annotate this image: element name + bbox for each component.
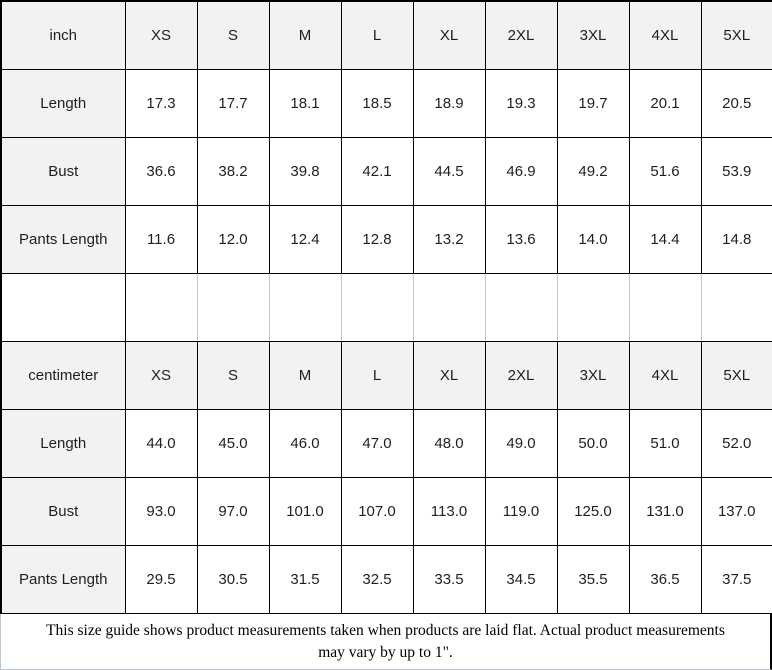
size-header-cell: XS — [125, 1, 197, 70]
spacer-cell — [197, 274, 269, 342]
inch-length-row — [1, 70, 772, 138]
size-header-cell: M — [269, 342, 341, 410]
row-label-cell: Length — [1, 410, 125, 478]
note-line-2: may vary by up to 1". — [318, 644, 453, 661]
note-line-1: This size guide shows product measurements taken when products are laid flat. Actual product measurements — [46, 622, 725, 639]
value-cell: 113.0 — [413, 478, 485, 546]
value-cell: 44.0 — [125, 410, 197, 478]
size-header-cell: M — [269, 1, 341, 70]
size-header-cell: L — [341, 342, 413, 410]
value-cell: 46.0 — [269, 410, 341, 478]
value-cell: 19.7 — [557, 70, 629, 138]
spacer-cell — [341, 274, 413, 342]
value-cell: 44.5 — [413, 138, 485, 206]
value-cell: 46.9 — [485, 138, 557, 206]
size-header-cell: L — [341, 1, 413, 70]
value-cell: 52.0 — [701, 410, 772, 478]
value-cell: 12.8 — [341, 206, 413, 274]
size-header-cell: 2XL — [485, 1, 557, 70]
value-cell: 53.9 — [701, 138, 772, 206]
value-cell: 37.5 — [701, 546, 772, 614]
value-cell: 31.5 — [269, 546, 341, 614]
value-cell: 12.4 — [269, 206, 341, 274]
value-cell: 17.7 — [197, 70, 269, 138]
cm-bust-row — [1, 478, 772, 546]
size-header-cell: 4XL — [629, 1, 701, 70]
size-header-cell: 2XL — [485, 342, 557, 410]
spacer-row — [1, 274, 772, 342]
cm-pants-length-row — [1, 546, 772, 614]
value-cell: 35.5 — [557, 546, 629, 614]
spacer-cell — [413, 274, 485, 342]
value-cell: 93.0 — [125, 478, 197, 546]
value-cell: 51.0 — [629, 410, 701, 478]
value-cell: 137.0 — [701, 478, 772, 546]
value-cell: 34.5 — [485, 546, 557, 614]
cm-length-row — [1, 410, 772, 478]
value-cell: 107.0 — [341, 478, 413, 546]
value-cell: 49.2 — [557, 138, 629, 206]
spacer-cell — [269, 274, 341, 342]
spacer-cell — [557, 274, 629, 342]
value-cell: 51.6 — [629, 138, 701, 206]
row-label-cell: Bust — [1, 138, 125, 206]
value-cell: 47.0 — [341, 410, 413, 478]
value-cell: 20.5 — [701, 70, 772, 138]
size-guide-note — [0, 614, 772, 670]
spacer-cell — [701, 274, 772, 342]
value-cell: 17.3 — [125, 70, 197, 138]
size-header-cell: 4XL — [629, 342, 701, 410]
value-cell: 48.0 — [413, 410, 485, 478]
size-header-cell: S — [197, 1, 269, 70]
value-cell: 13.2 — [413, 206, 485, 274]
value-cell: 36.5 — [629, 546, 701, 614]
inch-pants-length-row — [1, 206, 772, 274]
value-cell: 13.6 — [485, 206, 557, 274]
size-header-cell: 5XL — [701, 1, 772, 70]
row-label-cell: Length — [1, 70, 125, 138]
spacer-cell — [629, 274, 701, 342]
size-header-cell: XL — [413, 342, 485, 410]
value-cell: 97.0 — [197, 478, 269, 546]
value-cell: 30.5 — [197, 546, 269, 614]
value-cell: 101.0 — [269, 478, 341, 546]
value-cell: 33.5 — [413, 546, 485, 614]
value-cell: 32.5 — [341, 546, 413, 614]
value-cell: 12.0 — [197, 206, 269, 274]
value-cell: 39.8 — [269, 138, 341, 206]
unit-label-cell: inch — [1, 1, 125, 70]
value-cell: 29.5 — [125, 546, 197, 614]
size-header-cell: XL — [413, 1, 485, 70]
row-label-cell: Pants Length — [1, 546, 125, 614]
value-cell: 18.5 — [341, 70, 413, 138]
value-cell: 125.0 — [557, 478, 629, 546]
value-cell: 14.4 — [629, 206, 701, 274]
value-cell: 50.0 — [557, 410, 629, 478]
value-cell: 19.3 — [485, 70, 557, 138]
value-cell: 36.6 — [125, 138, 197, 206]
inch-header-row — [1, 1, 772, 70]
inch-bust-row — [1, 138, 772, 206]
size-header-cell: 3XL — [557, 342, 629, 410]
size-header-cell: 3XL — [557, 1, 629, 70]
value-cell: 20.1 — [629, 70, 701, 138]
cm-header-row — [1, 342, 772, 410]
value-cell: 38.2 — [197, 138, 269, 206]
row-label-cell: Pants Length — [1, 206, 125, 274]
value-cell: 18.1 — [269, 70, 341, 138]
size-header-cell: 5XL — [701, 342, 772, 410]
value-cell: 49.0 — [485, 410, 557, 478]
value-cell: 131.0 — [629, 478, 701, 546]
spacer-cell — [1, 274, 125, 342]
value-cell: 45.0 — [197, 410, 269, 478]
value-cell: 14.0 — [557, 206, 629, 274]
size-header-cell: S — [197, 342, 269, 410]
spacer-cell — [125, 274, 197, 342]
value-cell: 14.8 — [701, 206, 772, 274]
row-label-cell: Bust — [1, 478, 125, 546]
value-cell: 11.6 — [125, 206, 197, 274]
value-cell: 18.9 — [413, 70, 485, 138]
spacer-cell — [485, 274, 557, 342]
value-cell: 42.1 — [341, 138, 413, 206]
unit-label-cell: centimeter — [1, 342, 125, 410]
value-cell: 119.0 — [485, 478, 557, 546]
size-header-cell: XS — [125, 342, 197, 410]
